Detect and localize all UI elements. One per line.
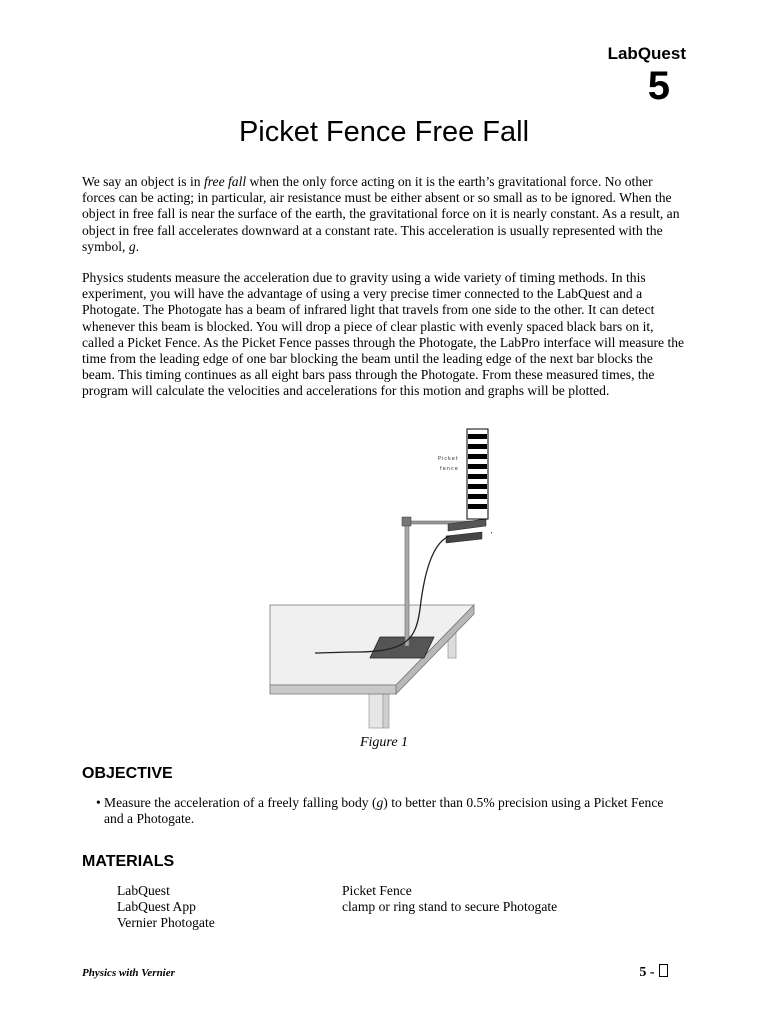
intro-paragraph-1: We say an object is in free fall when the only force acting on it is the earth’s gravitational force. No other forces can be acting; in particular, air resistance must be either absent or so small as to be ignored. When the object in free fall is near the surface of the earth, the gravitational force on it is nearly constant. As a result, an object in free fall accelerates downward at a constant rate. This acceleration is usually represented with the symbol, g. — [82, 174, 680, 254]
fall-direction-arrow — [491, 454, 492, 538]
free-fall-term: free fall — [203, 174, 247, 189]
objective-heading: OBJECTIVE — [82, 765, 173, 782]
missing-glyph-icon — [659, 964, 668, 977]
materials-column-2 — [342, 883, 557, 915]
picket-fence-label: Picket — [438, 456, 459, 462]
g-symbol: g — [128, 238, 136, 254]
table — [270, 605, 474, 694]
materials-heading: MATERIALS — [82, 853, 175, 870]
figure-1-illustration — [262, 424, 492, 734]
objective-item: • Measure the acceleration of a freely falling body (g) to better than 0.5% precision using a Picket Fence and a Photogate. — [96, 795, 664, 826]
lab-series-label: LabQuest — [607, 44, 686, 63]
footer-page-number: 5 - — [639, 964, 668, 981]
page-title: Picket Fence Free Fall — [238, 116, 530, 148]
picket-fence-label-2: fence — [440, 466, 459, 472]
material-item: Picket Fence — [342, 883, 412, 898]
figure-caption: Figure 1 — [359, 735, 409, 750]
stand-base — [370, 637, 434, 658]
material-item: LabQuest App — [117, 899, 196, 914]
footer-book-title: Physics with Vernier — [82, 967, 175, 979]
picket-fence — [467, 429, 488, 519]
stand-rod — [405, 518, 409, 646]
g-symbol-2: g — [376, 795, 384, 810]
material-item: LabQuest — [117, 883, 170, 898]
intro-paragraph-2: Physics students measure the acceleration due to gravity using a wide variety of timing methods. In this experiment, you will have the advantage of using a very precise timer connected to the LabQuest and a Photogate. The Photogate has a beam of infrared light that travels from one side to the other. It can detect whenever this beam is blocked. You will drop a piece of clear plastic with evenly spaced black bars on it, called a Picket Fence. As the Picket Fence passes through the Photogate, the LabPro interface will measure the time from the leading edge of one bar blocking the beam until the leading edge of the next bar blocks the beam. This timing continues as all eight bars pass through the Photogate. From these measured times, the program will calculate the velocities and accelerations for this motion and graphs will be plotted. — [82, 270, 685, 399]
material-item: Vernier Photogate — [117, 915, 215, 930]
material-item: clamp or ring stand to secure Photogate — [342, 899, 558, 914]
bullet-icon: • — [96, 795, 101, 810]
experiment-number: 5 — [647, 64, 670, 108]
materials-column-1 — [117, 883, 215, 931]
